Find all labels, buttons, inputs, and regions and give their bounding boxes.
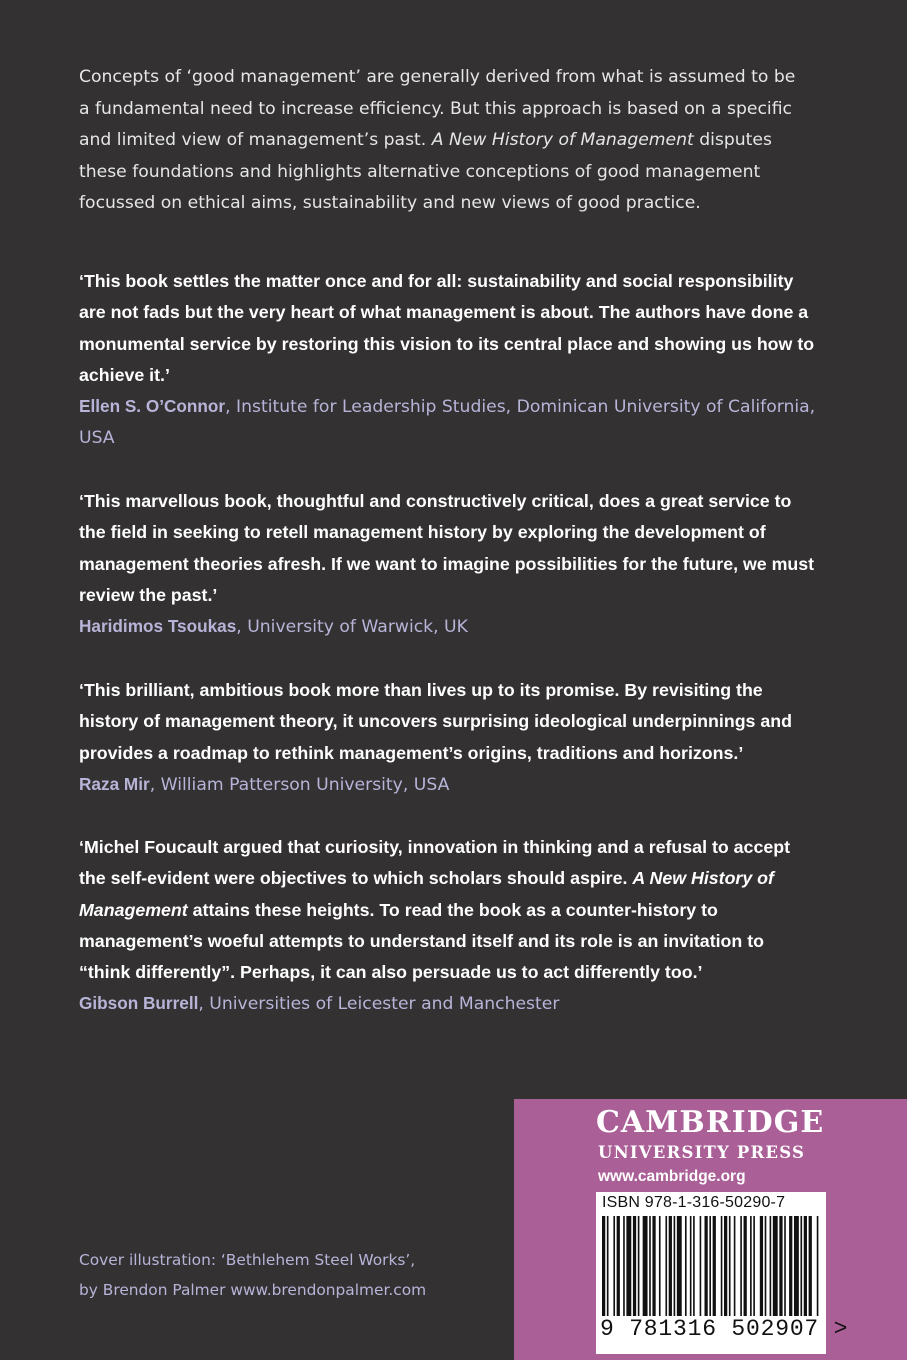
barcode-bar (700, 1216, 702, 1316)
barcode-bar (794, 1216, 799, 1316)
barcode-bar (652, 1216, 655, 1316)
endorsement-3 (79, 675, 819, 801)
barcode-bar (704, 1216, 707, 1316)
barcode-bar (713, 1216, 716, 1316)
book-description: Concepts of ‘good management’ are generally derived from what is assumed to be a fundamental need to increase efficiency. But this approach is based on a specific and limited view of management’s past. A New History of Management disputes these foundations and highlights alternative conceptions of good management focussed on ethical aims, sustainability and new views of good practice. (79, 67, 796, 213)
barcode-bar (744, 1216, 747, 1316)
barcode-bar (677, 1216, 682, 1316)
publisher-panel (514, 1099, 907, 1360)
barcode-bar (760, 1216, 763, 1316)
barcode-bars (602, 1216, 820, 1316)
barcode-bar (753, 1216, 755, 1316)
barcode-bar (724, 1216, 727, 1316)
endorser-name: Raza Mir (79, 773, 150, 794)
barcode-bar (613, 1216, 615, 1316)
barcode-bar (709, 1216, 711, 1316)
book-title-italic: A New History of Management (79, 868, 774, 920)
barcode-bar (809, 1216, 812, 1316)
barcode-bar (665, 1216, 667, 1316)
barcode-bar (626, 1216, 631, 1316)
barcode-bar (617, 1216, 620, 1316)
endorser-name: Gibson Burrell (79, 993, 199, 1014)
endorsement-2 (79, 486, 819, 643)
barcode-box (596, 1192, 849, 1354)
isbn-label: ISBN 978-1-316-50290-7 (602, 1194, 786, 1211)
barcode-bar (729, 1216, 731, 1316)
barcode-bar (623, 1216, 625, 1316)
barcode-bar (779, 1216, 782, 1316)
endorsement-attribution (79, 391, 819, 455)
endorsement-4 (79, 832, 819, 1021)
barcode-bar (602, 1216, 605, 1316)
publisher-url: www.cambridge.org (598, 1168, 746, 1185)
endorser-name: Ellen S. O’Connor (79, 396, 226, 417)
barcode-bar (633, 1216, 636, 1316)
endorser-affiliation: , Institute for Leadership Studies, Dominican University of California, USA (79, 397, 816, 449)
barcode-bar (800, 1216, 802, 1316)
barcode-bar (643, 1216, 648, 1316)
publisher-name: CAMBRIDGE (596, 1105, 825, 1140)
barcode-bar (607, 1216, 609, 1316)
endorsement-quote: ‘Michel Foucault argued that curiosity, innovation in thinking and a refusal to accept the self-evident were objectives to which scholars should aspire. A New History of Management attains these heights. To read the book as a counter-history to management’s woeful attempts to understand itself and its role is an invitation to “think differently”. Perhaps, it can also persuade us to act differently too.’ (79, 837, 791, 983)
barcode-bar (773, 1216, 778, 1316)
barcode-bar (669, 1216, 672, 1316)
barcode-bar (685, 1216, 687, 1316)
barcode-bar (674, 1216, 676, 1316)
endorsement-attribution (79, 611, 819, 643)
barcode-bar (690, 1216, 692, 1316)
barcode-bar (765, 1216, 767, 1316)
barcode-bar (659, 1216, 661, 1316)
cover-illustration-credit: Cover illustration: ‘Bethlehem Steel Works’, by Brendon Palmer www.brendonpalmer.com (79, 1251, 427, 1299)
endorser-affiliation: , Universities of Leicester and Manchester (198, 994, 560, 1015)
barcode-bar (721, 1216, 723, 1316)
barcode-bar (693, 1216, 695, 1316)
endorser-name: Haridimos Tsoukas (79, 616, 237, 637)
barcode-bar (770, 1216, 772, 1316)
endorser-affiliation: , William Patterson University, USA (149, 774, 450, 795)
barcode-bar (734, 1216, 736, 1316)
barcode-bar (740, 1216, 742, 1316)
endorsement-quote: ‘This book settles the matter once and for all: sustainability and social responsibility are not fads but the very heart of what management is about. The authors have done a monumental service by restoring this vision to its central place and showing us how to achieve it.’ (79, 271, 815, 385)
publisher-press: UNIVERSITY PRESS (598, 1143, 806, 1162)
barcode-bar (750, 1216, 752, 1316)
endorsement-quote: ‘This brilliant, ambitious book more than lives up to its promise. By revisiting the history of management theory, it uncovers surprising ideological underpinnings and provides a roadmap to rethink management’s origins, traditions and horizons.’ (79, 680, 792, 763)
barcode-bar (649, 1216, 651, 1316)
barcode-bar (804, 1216, 807, 1316)
endorsement-attribution (79, 988, 819, 1020)
barcode-digits: 9 781316 502907 > (600, 1316, 849, 1342)
barcode-bar (638, 1216, 640, 1316)
barcode-bar (784, 1216, 786, 1316)
barcode-bar (789, 1216, 792, 1316)
endorsement-quote: ‘This marvellous book, thoughtful and constructively critical, does a great service to the field in seeking to retell management history by exploring the development of management theories afresh. If we want to imagine possibilities for the future, we must review the past.’ (79, 491, 815, 605)
endorsement-1 (79, 266, 819, 455)
endorsement-attribution (79, 769, 819, 801)
barcode-bar (817, 1216, 819, 1316)
book-title-italic: A New History of Management (431, 130, 694, 150)
endorser-affiliation: , University of Warwick, UK (236, 617, 468, 638)
